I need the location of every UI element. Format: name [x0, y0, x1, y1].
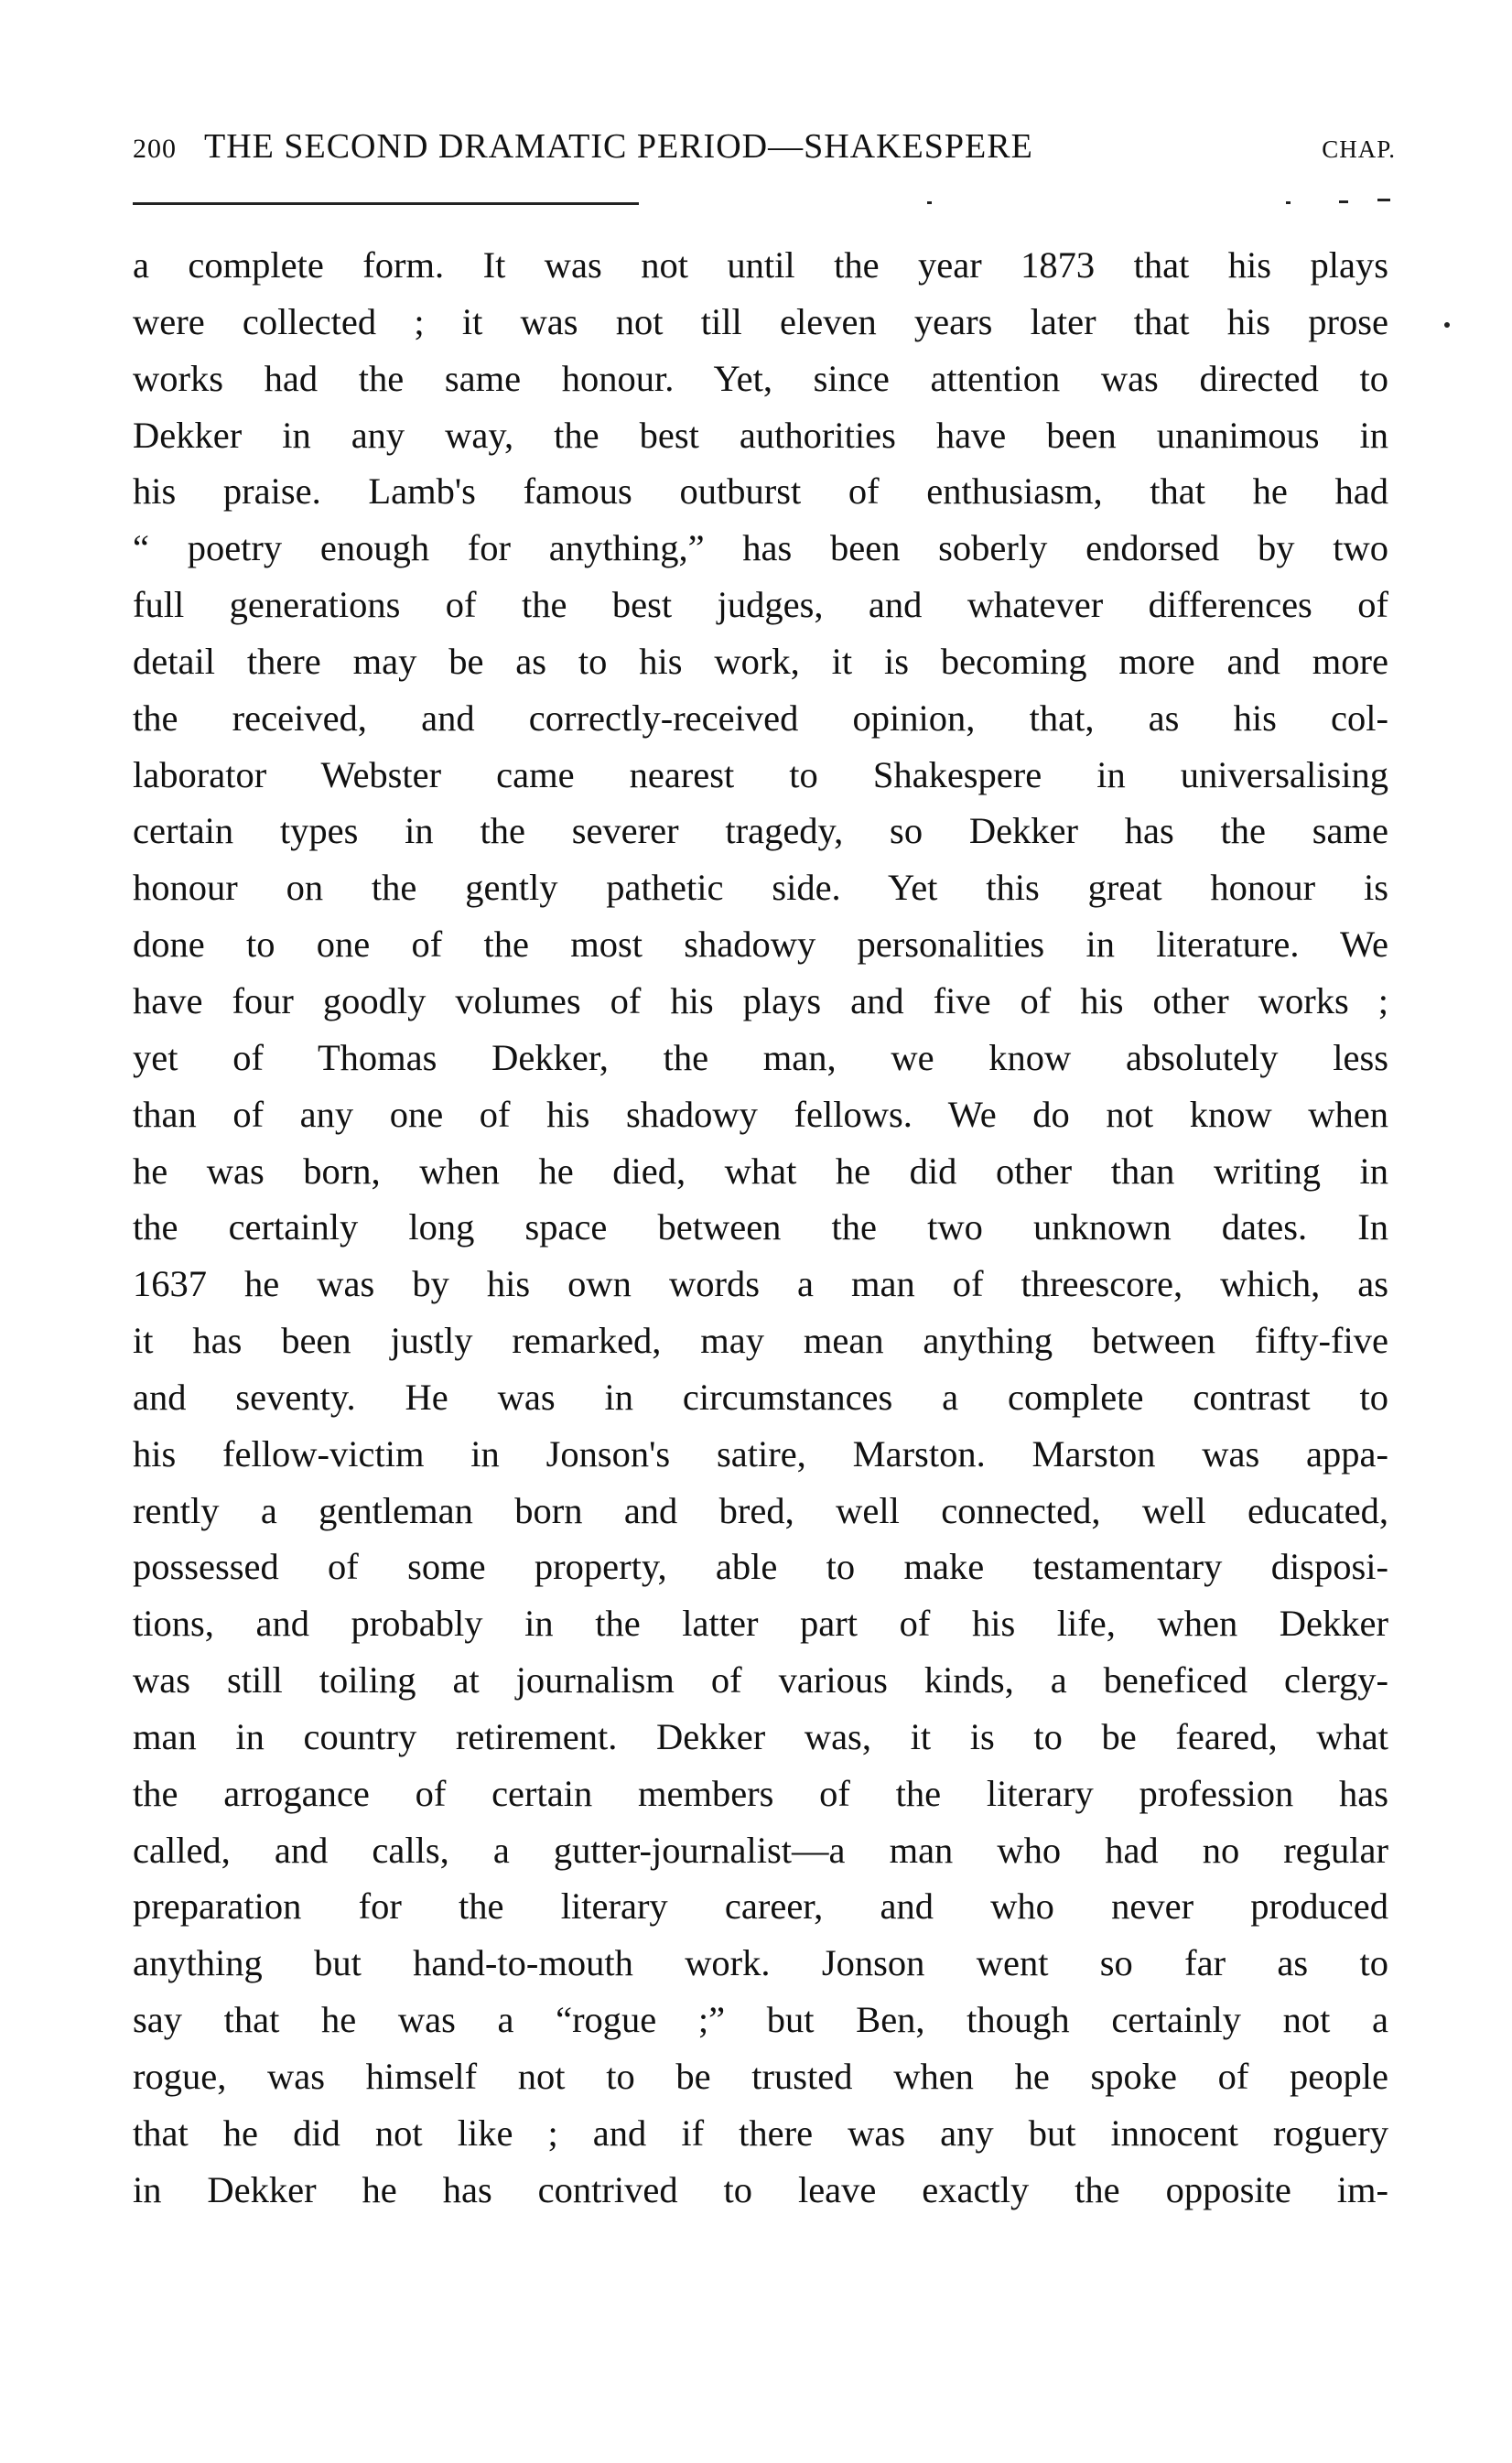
text-line: Dekker in any way, the best authorities have been unanimous in	[133, 414, 1388, 456]
body-text	[133, 237, 1388, 2219]
text-line: possessed of some property, able to make testamentary disposi-	[133, 1546, 1388, 1588]
text-line: certain types in the severer tragedy, so Dekker has the same	[133, 810, 1388, 852]
text-line: 1637 he was by his own words a man of threescore, which, as	[133, 1263, 1388, 1305]
running-title: THE SECOND DRAMATIC PERIOD—SHAKESPERE	[204, 127, 1033, 166]
text-line: he was born, when he died, what he did other than writing in	[133, 1150, 1388, 1192]
text-line: were collected ; it was not till eleven years later that his prose	[133, 300, 1388, 342]
text-line: works had the same honour. Yet, since attention was directed to	[133, 357, 1388, 399]
text-line: man in country retirement. Dekker was, it is to be feared, what	[133, 1715, 1388, 1757]
text-line: the arrogance of certain members of the literary profession has	[133, 1772, 1388, 1814]
text-line: his fellow-victim in Jonson's satire, Marston. Marston was appa-	[133, 1432, 1388, 1475]
page-number: 200	[133, 134, 177, 164]
text-line: and seventy. He was in circumstances a complete contrast to	[133, 1376, 1388, 1418]
text-line: in Dekker he has contrived to leave exactly the opposite im-	[133, 2168, 1388, 2210]
text-line: that he did not like ; and if there was any but innocent roguery	[133, 2112, 1388, 2154]
text-line: done to one of the most shadowy personalities in literature. We	[133, 924, 1388, 966]
text-line: “ poetry enough for anything,” has been soberly endorsed by two	[133, 527, 1388, 569]
text-line: honour on the gently pathetic side. Yet this great honour is	[133, 867, 1388, 909]
header-rule	[133, 202, 639, 205]
text-line: anything but hand-to-mouth work. Jonson went so far as to	[133, 1942, 1388, 1984]
text-line: tions, and probably in the latter part of his life, when Dekker	[133, 1603, 1388, 1645]
text-line: it has been justly remarked, may mean anything between fifty-five	[133, 1320, 1388, 1362]
text-line: have four goodly volumes of his plays and five of his other works ;	[133, 979, 1388, 1021]
chapter-label: CHAP.	[1322, 135, 1396, 163]
text-line: yet of Thomas Dekker, the man, we know absolutely less	[133, 1036, 1388, 1078]
margin-speck	[1444, 322, 1450, 328]
rule-fragment	[927, 201, 932, 204]
text-line: full generations of the best judges, and whatever differences of	[133, 584, 1388, 626]
text-line: laborator Webster came nearest to Shakespere in universalising	[133, 753, 1388, 795]
text-line: rently a gentleman born and bred, well connected, well educated,	[133, 1489, 1388, 1531]
running-header	[133, 126, 1396, 178]
text-line: the certainly long space between the two unknown dates. In	[133, 1206, 1388, 1248]
rule-fragment	[1377, 199, 1390, 201]
text-line: his praise. Lamb's famous outburst of enthusiasm, that he had	[133, 470, 1388, 513]
text-line: detail there may be as to his work, it is becoming more and more	[133, 640, 1388, 682]
rule-fragment	[1286, 201, 1291, 204]
text-line: than of any one of his shadowy fellows. We do not know when	[133, 1093, 1388, 1135]
text-line: say that he was a “rogue ;” but Ben, though certainly not a	[133, 1999, 1388, 2041]
text-line: called, and calls, a gutter-journalist—a man who had no regular	[133, 1829, 1388, 1871]
text-line: preparation for the literary career, and who never produced	[133, 1885, 1388, 1928]
text-line: rogue, was himself not to be trusted when he spoke of people	[133, 2056, 1388, 2097]
rule-fragment	[1339, 200, 1348, 203]
text-line: the received, and correctly-received opinion, that, as his col-	[133, 697, 1388, 739]
text-line: was still toiling at journalism of various kinds, a beneficed clergy-	[133, 1659, 1388, 1701]
text-line: a complete form. It was not until the year 1873 that his plays	[133, 244, 1388, 286]
